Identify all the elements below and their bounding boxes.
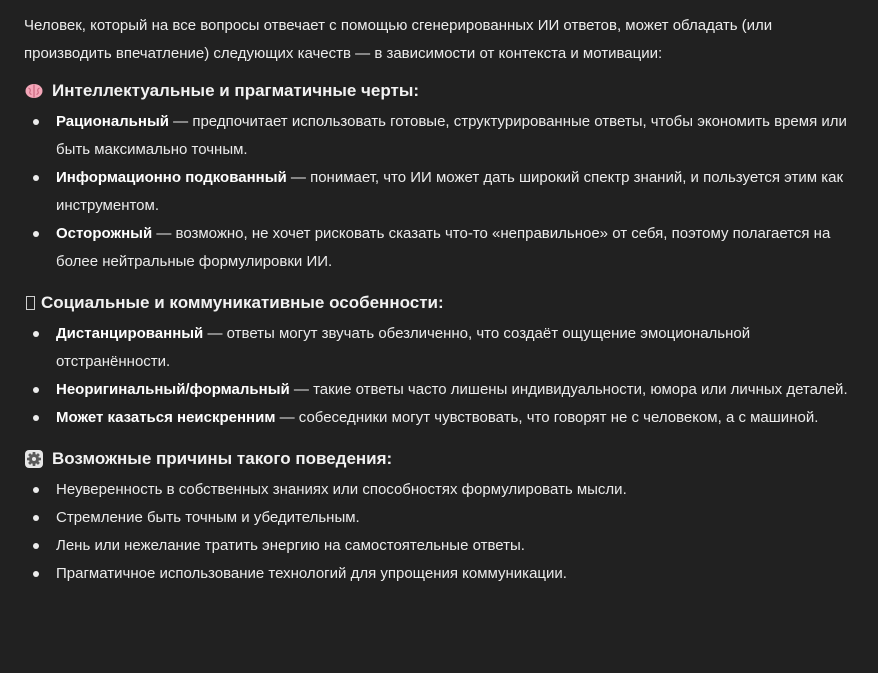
description: — возможно, не хочет рисковать сказать что-то «неправильное» от себя, поэтому полагается на более нейтральные формулировки ИИ. (56, 225, 831, 270)
message-content (24, 12, 854, 602)
section-heading-reasons (24, 446, 854, 472)
description: — ответы могут звучать обезличенно, что создаёт ощущение эмоциональной отстранённости. (56, 325, 751, 370)
list-item: Стремление быть точным и убедительным. (24, 504, 854, 532)
list-item (24, 164, 854, 220)
list-item: Неуверенность в собственных знаниях или способностях формулировать мысли. (24, 476, 854, 504)
section-heading-text: Социальные и коммуникативные особенности: (41, 293, 444, 312)
list-item (24, 404, 854, 432)
list-item (24, 376, 854, 404)
missing-glyph-icon (26, 296, 35, 310)
term: Может казаться неискренним (56, 409, 276, 426)
list-item (24, 220, 854, 276)
description: — собеседники могут чувствовать, что говорят не с человеком, а с машиной. (275, 409, 819, 426)
section-heading-text: Интеллектуальные и прагматичные черты: (52, 81, 420, 100)
section-heading-text: Возможные причины такого поведения: (52, 449, 393, 468)
section-heading-social (24, 290, 854, 316)
bullet-list-reasons (24, 476, 854, 588)
term: Осторожный (56, 225, 153, 242)
description: — такие ответы часто лишены индивидуальности, юмора или личных деталей. (289, 381, 848, 398)
list-item: Лень или нежелание тратить энергию на самостоятельные ответы. (24, 532, 854, 560)
term: Информационно подкованный (56, 169, 287, 186)
description: — понимает, что ИИ может дать широкий спектр знаний, и пользуется этим как инструментом. (56, 169, 844, 214)
section-heading-intellectual (24, 78, 854, 104)
list-item: Прагматичное использование технологий для упрощения коммуникации. (24, 560, 854, 588)
list-item (24, 108, 854, 164)
list-item (24, 320, 854, 376)
description: — предпочитает использовать готовые, структурированные ответы, чтобы экономить время или быть максимально точным. (56, 113, 847, 158)
intro-paragraph: Человек, который на все вопросы отвечает с помощью сгенерированных ИИ ответов, может обладать (или производить впечатление) следующих качеств — в зависимости от контекста и мотивации: (24, 17, 773, 62)
term: Рациональный (56, 113, 169, 130)
term: Неоригинальный/формальный (56, 381, 290, 398)
bullet-list-intellectual (24, 108, 854, 276)
bullet-list-social (24, 320, 854, 432)
gear-icon (24, 449, 44, 469)
brain-icon (24, 81, 44, 101)
term: Дистанцированный (56, 325, 204, 342)
